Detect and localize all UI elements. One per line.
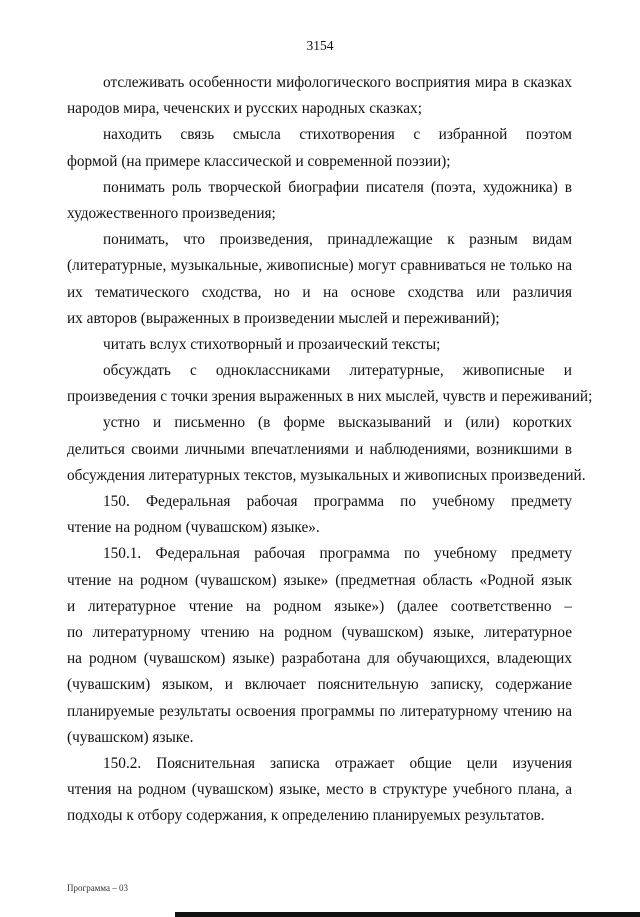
document-body (67, 70, 593, 829)
text-line: 150.1. Федеральная рабочая программа по учебному предмету (103, 545, 572, 563)
text-line: (чувашском) языке. (67, 728, 194, 746)
text-line: по литературному чтению на родном (чувашском) языке, литературное (67, 623, 572, 641)
text-line: обсуждения литературных текстов, музыкальных и живописных произведений. (67, 466, 586, 484)
text-line: и литературное чтение на родном языке») (далее соответственно – (67, 597, 572, 615)
text-line: чтения на родном (чувашском) языке, место в структуре учебного плана, а (67, 781, 572, 799)
text-line: народов мира, чеченских и русских народных сказках; (67, 100, 422, 118)
text-line: 150.2. Пояснительная записка отражает общие цели изучения (103, 754, 572, 772)
page-footer: Программа – 03 (67, 883, 129, 893)
text-line: отслеживать особенности мифологического восприятия мира в сказках (103, 74, 572, 91)
text-line: 150. Федеральная рабочая программа по учебному предмету (103, 493, 572, 510)
scan-edge (175, 912, 640, 917)
text-line: планируемые результаты освоения программы по литературному чтению на (67, 702, 572, 720)
text-line: устно и письменно (в форме высказываний и (или) коротких (103, 414, 572, 432)
page-number: 3154 (306, 38, 334, 53)
text-line: формой (на примере классической и современной поэзии); (67, 152, 451, 170)
text-line: понимать роль творческой биографии писателя (поэта, художника) в (103, 178, 572, 196)
text-line: художественного произведения; (67, 204, 276, 222)
text-line: читать вслух стихотворный и прозаический тексты; (103, 335, 441, 353)
text-line: понимать, что произведения, принадлежащие к разным видам (103, 231, 572, 249)
text-line: чтение на родном (чувашском) языке». (67, 519, 320, 537)
text-line: их тематического сходства, но и на основе сходства или различия (67, 283, 572, 301)
text-line: делиться своими личными впечатлениями и наблюдениями, возникшими в (67, 440, 572, 458)
text-line: подходы к отбору содержания, к определению планируемых результатов. (67, 807, 545, 825)
text-line: на родном (чувашском) языке) разработана для обучающихся, владеющих (67, 650, 572, 668)
text-line: находить связь смысла стихотворения с избранной поэтом (103, 126, 572, 144)
text-line: произведения с точки зрения выраженных в них мыслей, чувств и переживаний; (67, 388, 593, 406)
text-line: чтение на родном (чувашском) языке» (предметная область «Родной язык (67, 571, 572, 589)
text-line: (чувашским) языком, и включает пояснительную записку, содержание (67, 676, 572, 694)
text-line: обсуждать с одноклассниками литературные, живописные и (103, 362, 572, 380)
text-line: (литературные, музыкальные, живописные) могут сравниваться не только на (67, 257, 572, 275)
text-line: их авторов (выраженных в произведении мыслей и переживаний); (67, 309, 500, 327)
